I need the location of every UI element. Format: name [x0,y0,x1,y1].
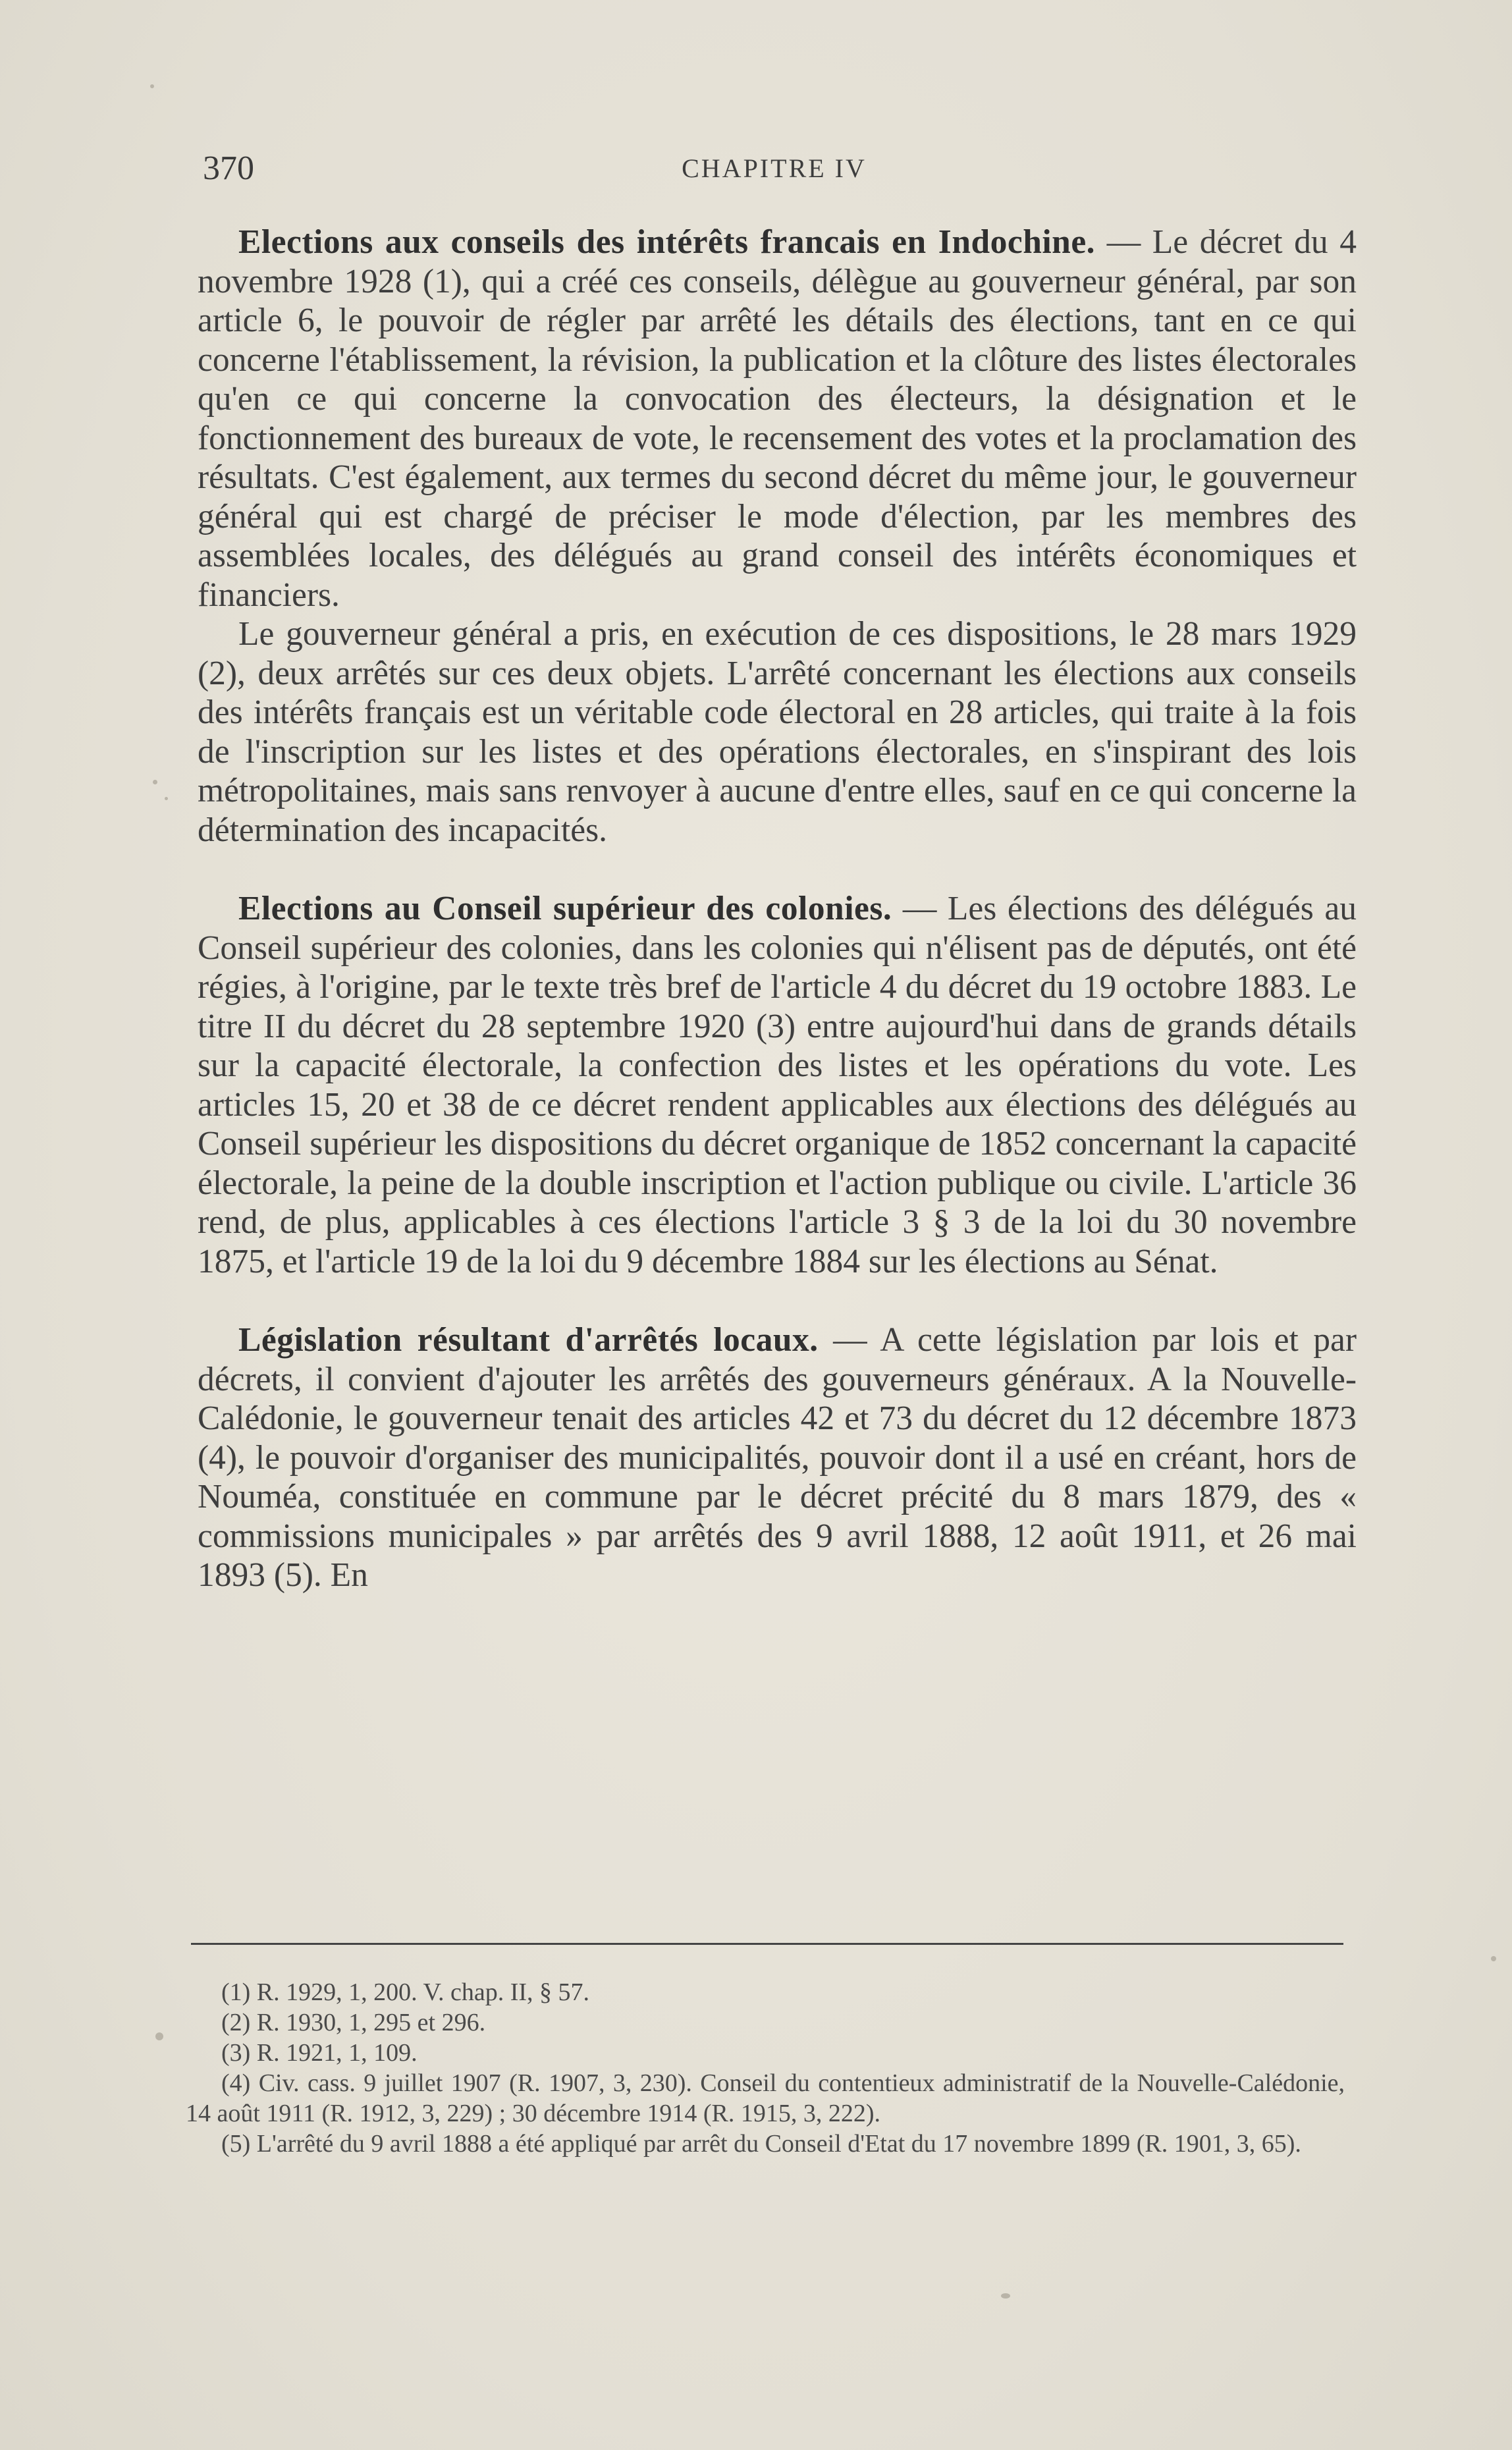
paragraph [198,1320,1357,1595]
paragraph-text: — Les élections des délégués au Conseil supérieur des colonies, dans les colonies qui n'élisent pas de députés, ont été régies, à l'origine, par le texte très bref de l'article 4 du décret du 19 octobre 1883. Le titre II du décret du 28 septembre 1920 (3) entre aujourd'hui dans de grands détails sur la capacité électorale, la confection des listes et les opérations du vote. Les articles 15, 20 et 38 de ce décret rendent applicables aux élections des délégués au Conseil supérieur les dispositions du décret organique de 1852 concernant la capacité électorale, la peine de la double inscription et l'action publique ou civile. L'article 36 rend, de plus, applicables à ces élections l'article 3 § 3 de la loi du 30 novembre 1875, et l'article 19 de la loi du 9 décembre 1884 sur les élections au Sénat. [198,890,1357,1280]
paper-speck [1491,1956,1496,1961]
footnote: (4) Civ. cass. 9 juillet 1907 (R. 1907, 3, 230). Conseil du contentieux administratif de la Nouvelle-Calédonie, 14 août 1911 (R. 1912, 3, 229) ; 30 décembre 1914 (R. 1915, 3, 222). [186,2069,1345,2127]
paragraph-text: — A cette législation par lois et par décrets, il convient d'ajouter les arrêtés des gouverneurs généraux. A la Nouvelle-Calédonie, le gouverneur tenait des articles 42 et 73 du décret du 12 décembre 1873 (4), le pouvoir d'organiser des municipalités, pouvoir dont il a usé en créant, hors de Nouméa, constituée en commune par le décret précité du 8 mars 1879, des « commissions municipales » par arrêtés des 9 avril 1888, 12 août 1911, et 26 mai 1893 (5). En [198,1321,1357,1594]
paper-speck [153,780,157,784]
page-number: 370 [203,150,254,187]
paper-speck [165,797,168,800]
running-head: CHAPITRE IV [682,153,867,183]
section-heading: Législation résultant d'arrêtés locaux. [238,1321,819,1359]
paper-speck [1001,2293,1010,2299]
page-header [203,149,1345,195]
paragraph [198,223,1357,614]
paragraph: Le gouverneur général a pris, en exécution de ces dispositions, le 28 mars 1929 (2), deux arrêtés sur ces deux objets. L'arrêté concernant les élections aux conseils des intérêts français est un véritable code électoral en 28 articles, qui traite à la fois de l'inscription sur les listes et des opérations électorales, en s'inspirant des lois métropolitaines, mais sans renvoyer à aucune d'entre elles, sauf en ce qui concerne la détermination des incapacités. [198,615,1357,849]
paragraph [198,889,1357,1281]
main-text [198,223,1357,1595]
footnote: (2) R. 1930, 1, 295 et 296. [221,2009,486,2036]
paragraph-text: — Le décret du 4 novembre 1928 (1), qui a créé ces conseils, délègue au gouverneur général, par son article 6, le pouvoir de régler par arrêté les détails des élections, tant en ce qui concerne l'établissement, la révision, la publication et la clôture des listes électorales qu'en ce qui concerne la convocation des électeurs, la désignation et le fonctionnement des bureaux de vote, le recensement des votes et la proclamation des résultats. C'est également, aux termes du second décret du même jour, le gouverneur général qui est chargé de préciser le mode d'élection, par les membres des assemblées locales, des délégués au grand conseil des intérêts économiques et financiers. [198,223,1357,614]
section-heading: Elections aux conseils des intérêts francais en Indochine. [238,223,1096,261]
footnotes [186,1977,1345,2159]
paper-speck [155,2032,163,2040]
paper-speck [150,84,154,88]
footnote: (3) R. 1921, 1, 109. [221,2039,418,2067]
footnote: (1) R. 1929, 1, 200. V. chap. II, § 57. [221,1978,590,2006]
footnote: (5) L'arrêté du 9 avril 1888 a été appliqué par arrêt du Conseil d'Etat du 17 novembre 1899 (R. 1901, 3, 65). [221,2130,1301,2158]
footnote-divider [191,1943,1343,1945]
section-heading: Elections au Conseil supérieur des colonies. [238,890,892,927]
